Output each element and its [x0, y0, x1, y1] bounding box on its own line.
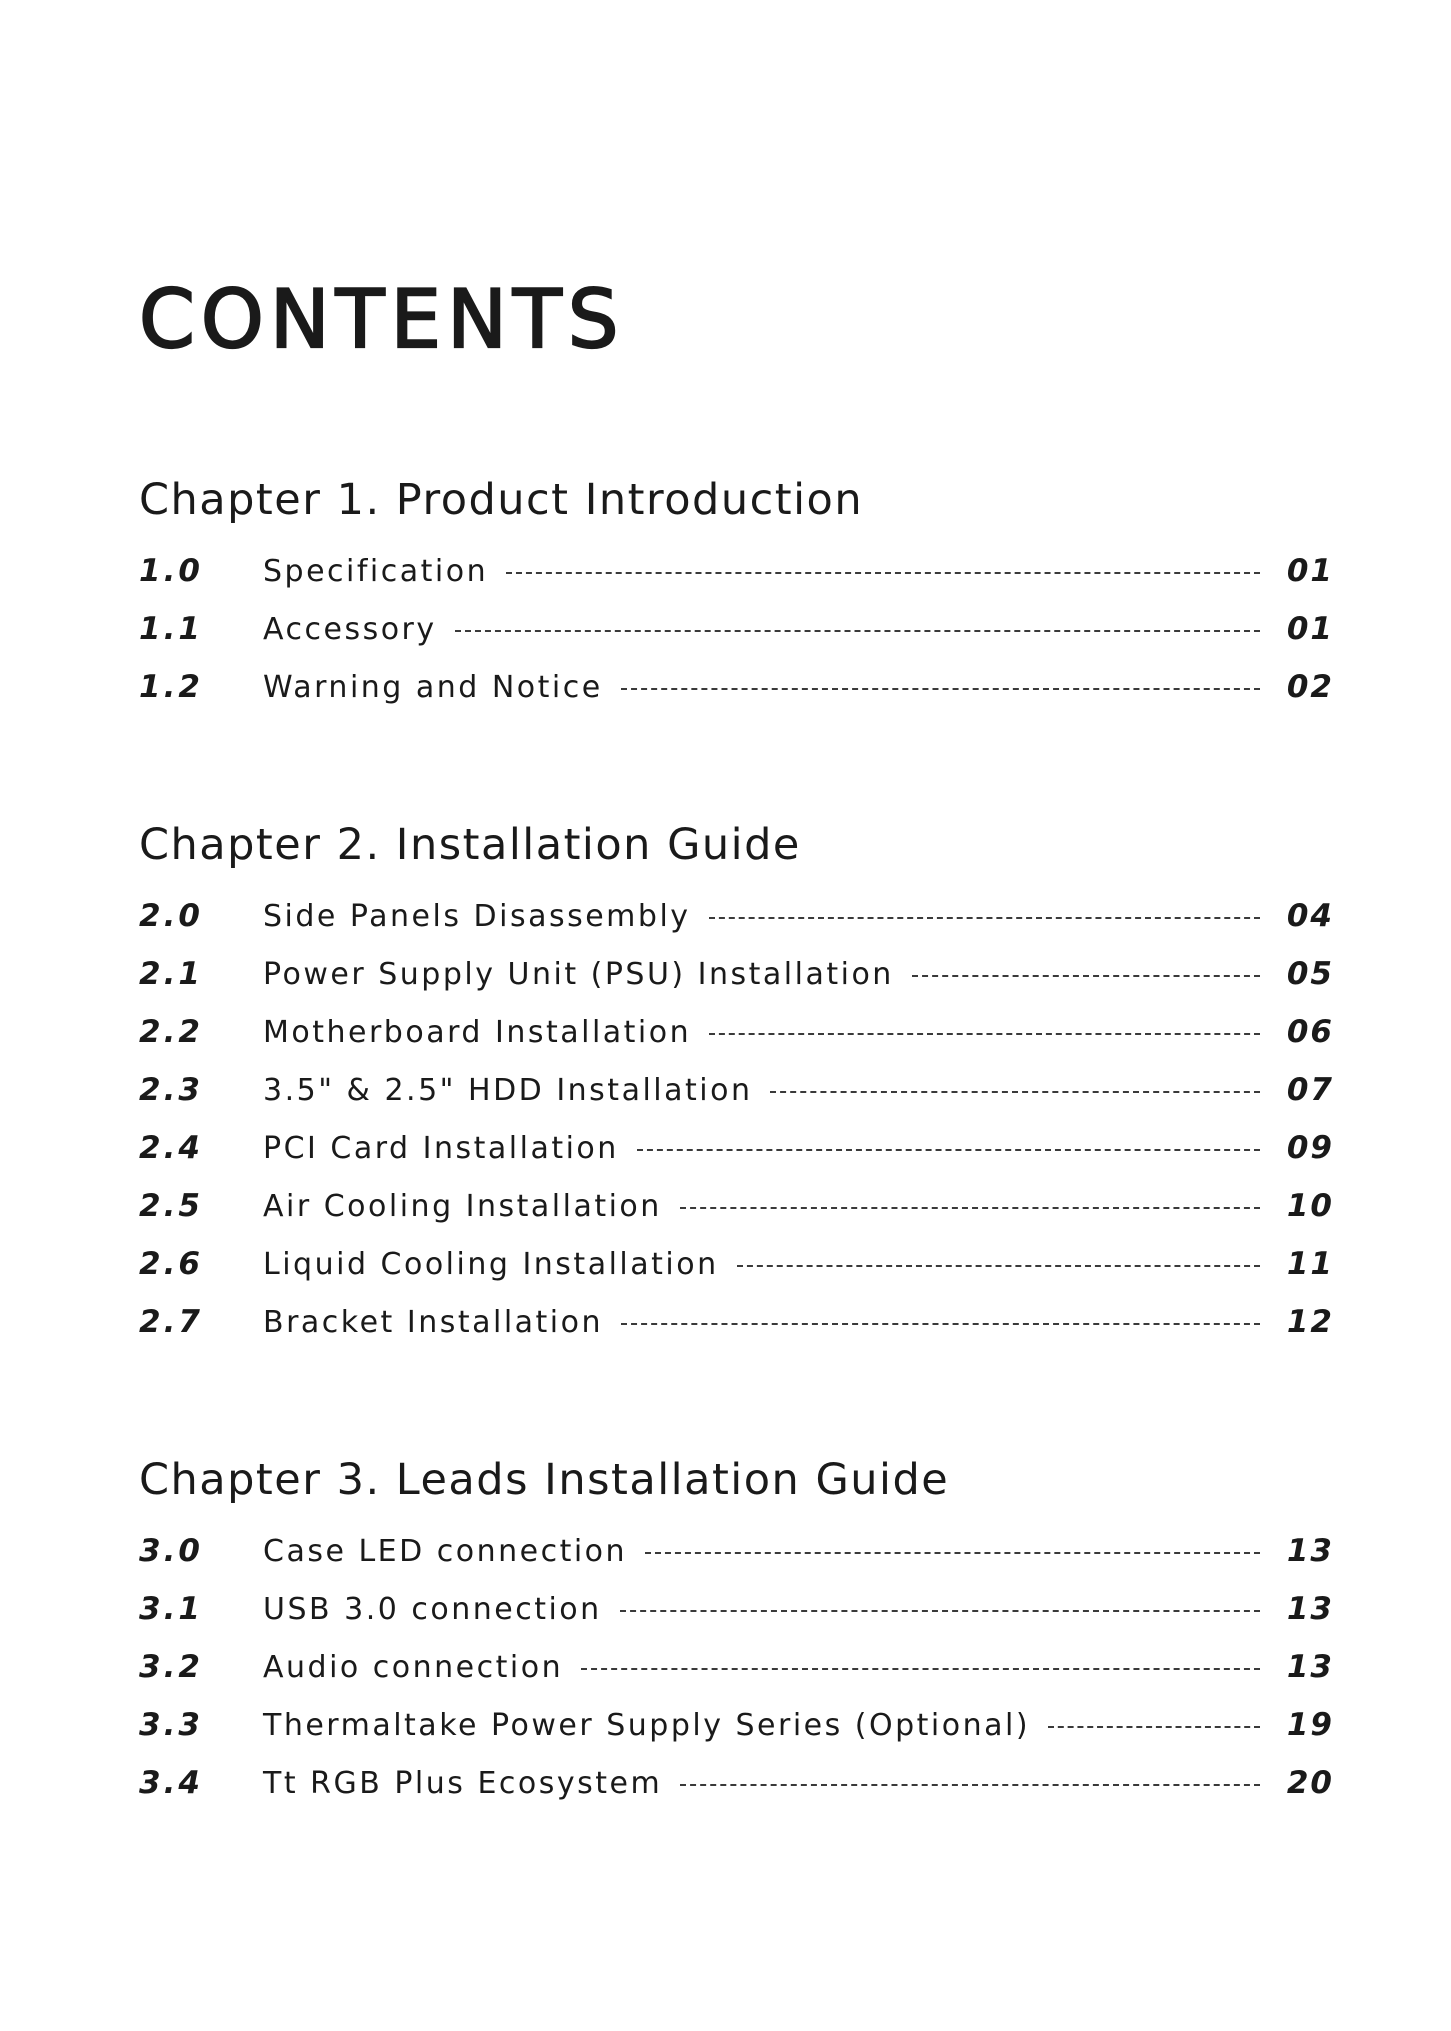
- toc-list: [139, 887, 1334, 1351]
- dot-leader: [709, 917, 1260, 919]
- toc-entry[interactable]: [139, 1580, 1334, 1638]
- page-number: 10: [1286, 1188, 1334, 1224]
- page-number: 01: [1286, 611, 1334, 647]
- toc-entry[interactable]: [139, 542, 1334, 600]
- section-number: 3.3: [139, 1707, 203, 1743]
- section-label: Side Panels Disassembly: [263, 898, 691, 934]
- dot-leader: [581, 1668, 1260, 1670]
- dot-leader: [637, 1149, 1260, 1151]
- page-number: 12: [1286, 1304, 1334, 1340]
- toc-entry[interactable]: [139, 1522, 1334, 1580]
- dot-leader: [1048, 1726, 1260, 1728]
- page-number: 13: [1286, 1649, 1334, 1685]
- section-label: Liquid Cooling Installation: [263, 1246, 719, 1282]
- page-number: 07: [1286, 1072, 1334, 1108]
- section-label: Case LED connection: [263, 1533, 628, 1569]
- toc-entry[interactable]: [139, 945, 1334, 1003]
- section-number: 3.0: [139, 1533, 203, 1569]
- toc-entry[interactable]: [139, 1119, 1334, 1177]
- section-label: Warning and Notice: [263, 669, 603, 705]
- chapter-2: [139, 815, 1334, 1351]
- section-number: 2.2: [139, 1014, 203, 1050]
- page-number: 20: [1286, 1765, 1334, 1801]
- dot-leader: [680, 1784, 1260, 1786]
- toc-entry[interactable]: [139, 658, 1334, 716]
- dot-leader: [709, 1033, 1260, 1035]
- section-number: 2.1: [139, 956, 203, 992]
- section-label: Air Cooling Installation: [263, 1188, 662, 1224]
- section-label: Motherboard Installation: [263, 1014, 692, 1050]
- page-number: 11: [1286, 1246, 1334, 1282]
- section-number: 2.6: [139, 1246, 203, 1282]
- section-number: 2.3: [139, 1072, 203, 1108]
- toc-entry[interactable]: [139, 1177, 1334, 1235]
- chapter-title: Chapter 2. Installation Guide: [139, 820, 801, 870]
- section-label: Specification: [263, 553, 489, 589]
- toc-entry[interactable]: [139, 1696, 1334, 1754]
- section-number: 2.7: [139, 1304, 203, 1340]
- page-number: 04: [1286, 898, 1334, 934]
- dot-leader: [506, 572, 1260, 574]
- section-number: 1.2: [139, 669, 203, 705]
- chapter-1: [139, 470, 1334, 716]
- section-label: Thermaltake Power Supply Series (Optional): [263, 1707, 1031, 1743]
- dot-leader: [621, 1323, 1260, 1325]
- toc-entry[interactable]: [139, 1754, 1334, 1812]
- dot-leader: [645, 1552, 1260, 1554]
- page-title: CONTENTS: [139, 273, 625, 366]
- section-label: 3.5" & 2.5" HDD Installation: [263, 1072, 753, 1108]
- page-number: 09: [1286, 1130, 1334, 1166]
- dot-leader: [621, 688, 1260, 690]
- page-number: 01: [1286, 553, 1334, 589]
- dot-leader: [680, 1207, 1260, 1209]
- toc-entry[interactable]: [139, 1638, 1334, 1696]
- dot-leader: [620, 1610, 1260, 1612]
- page-number: 13: [1286, 1591, 1334, 1627]
- dot-leader: [737, 1265, 1260, 1267]
- section-label: Tt RGB Plus Ecosystem: [263, 1765, 663, 1801]
- section-label: Bracket Installation: [263, 1304, 604, 1340]
- toc-entry[interactable]: [139, 1293, 1334, 1351]
- chapter-title: Chapter 1. Product Introduction: [139, 475, 864, 525]
- page-number: 06: [1286, 1014, 1334, 1050]
- page-number: 19: [1286, 1707, 1334, 1743]
- dot-leader: [912, 975, 1260, 977]
- chapter-3: [139, 1450, 1334, 1812]
- chapter-title: Chapter 3. Leads Installation Guide: [139, 1455, 950, 1505]
- section-number: 3.2: [139, 1649, 203, 1685]
- section-number: 3.4: [139, 1765, 203, 1801]
- dot-leader: [455, 630, 1260, 632]
- toc-entry[interactable]: [139, 1003, 1334, 1061]
- section-label: PCI Card Installation: [263, 1130, 619, 1166]
- section-number: 1.1: [139, 611, 203, 647]
- section-label: Audio connection: [263, 1649, 564, 1685]
- section-label: Power Supply Unit (PSU) Installation: [263, 956, 894, 992]
- section-number: 2.5: [139, 1188, 203, 1224]
- toc-list: [139, 542, 1334, 716]
- toc-entry[interactable]: [139, 1061, 1334, 1119]
- page-number: 05: [1286, 956, 1334, 992]
- toc-entry[interactable]: [139, 887, 1334, 945]
- dot-leader: [770, 1091, 1260, 1093]
- section-label: Accessory: [263, 611, 437, 647]
- section-number: 1.0: [139, 553, 203, 589]
- toc-entry[interactable]: [139, 600, 1334, 658]
- section-number: 3.1: [139, 1591, 203, 1627]
- page-number: 02: [1286, 669, 1334, 705]
- section-label: USB 3.0 connection: [263, 1591, 602, 1627]
- section-number: 2.4: [139, 1130, 203, 1166]
- page-number: 13: [1286, 1533, 1334, 1569]
- section-number: 2.0: [139, 898, 203, 934]
- toc-entry[interactable]: [139, 1235, 1334, 1293]
- toc-list: [139, 1522, 1334, 1812]
